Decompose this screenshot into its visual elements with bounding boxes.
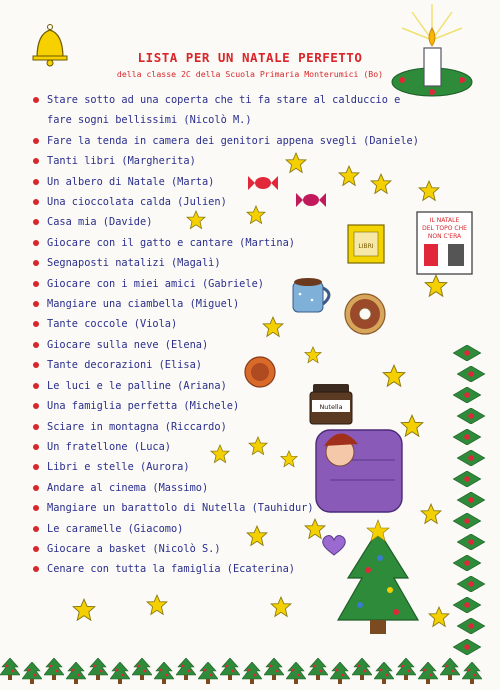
- list-item: fare sogni bellissimi (Nicolò M.): [47, 114, 252, 127]
- right-garland: [453, 345, 484, 655]
- list-item: Giocare sulla neve (Elena): [30, 335, 450, 355]
- list-item: Mangiare un barattolo di Nutella (Tauhidur): [30, 498, 450, 518]
- book-cover-line: IL NATALE: [429, 217, 460, 224]
- bell-icon: [33, 25, 67, 67]
- book-cover-line: NON C'ERA: [427, 233, 462, 240]
- blanket-girl: [316, 430, 402, 512]
- list-item: Casa mia (Davide): [30, 212, 450, 232]
- list-item: Giocare con i miei amici (Gabriele): [30, 274, 450, 294]
- list-item: Una famiglia perfetta (Michele): [30, 396, 450, 416]
- page-subtitle: della classe 2C della Scuola Primaria Monterumici (Bo): [116, 69, 384, 79]
- nutella-jar: [310, 384, 352, 424]
- list-item: Stare sotto ad una coperta che ti fa stare al calduccio e: [30, 90, 450, 110]
- list-item: Una cioccolata calda (Julien): [30, 192, 450, 212]
- book-label: LIBRI: [358, 243, 374, 250]
- list-item: Libri e stelle (Aurora): [30, 457, 450, 477]
- list-item: Fare la tenda in camera dei genitori appena svegli (Daniele): [30, 131, 450, 151]
- heart-icon: [323, 536, 346, 555]
- list-item: Cenare con tutta la famiglia (Ecaterina): [30, 559, 450, 579]
- list-item: Tanti libri (Margherita): [30, 151, 450, 171]
- list-item: Andare al cinema (Massimo): [30, 478, 450, 498]
- jar-label: Nutella: [319, 403, 343, 411]
- candy-icon: [248, 176, 278, 190]
- book-icon: [348, 225, 384, 263]
- candy-icon: [296, 193, 326, 207]
- list-item: Tante decorazioni (Elisa): [30, 355, 450, 375]
- cup-icon: [293, 278, 329, 312]
- list-item: Giocare con il gatto e cantare (Martina): [30, 233, 450, 253]
- book-cover: [417, 212, 472, 274]
- list-item: Giocare a basket (Nicolò S.): [30, 539, 450, 559]
- christmas-tree: [338, 520, 418, 634]
- list-item: Segnaposti natalizi (Magalì): [30, 253, 450, 273]
- list-item: Le caramelle (Giacomo): [30, 519, 450, 539]
- list-item: Mangiare una ciambella (Miguel): [30, 294, 450, 314]
- list-item: Sciare in montagna (Riccardo): [30, 417, 450, 437]
- list-item: Tante coccole (Viola): [30, 314, 450, 334]
- list-item: Un albero di Natale (Marta): [30, 172, 450, 192]
- ornament-icon: [245, 357, 275, 387]
- book-cover-line: DEL TOPO CHE: [422, 225, 467, 232]
- page-title: LISTA PER UN NATALE PERFETTO: [137, 50, 363, 65]
- list-item: Le luci e le palline (Ariana): [30, 376, 450, 396]
- list-item: Un fratellone (Luca): [30, 437, 450, 457]
- candle-icon: [392, 4, 472, 96]
- bottom-garland: [0, 658, 482, 684]
- donut-icon: [345, 294, 385, 334]
